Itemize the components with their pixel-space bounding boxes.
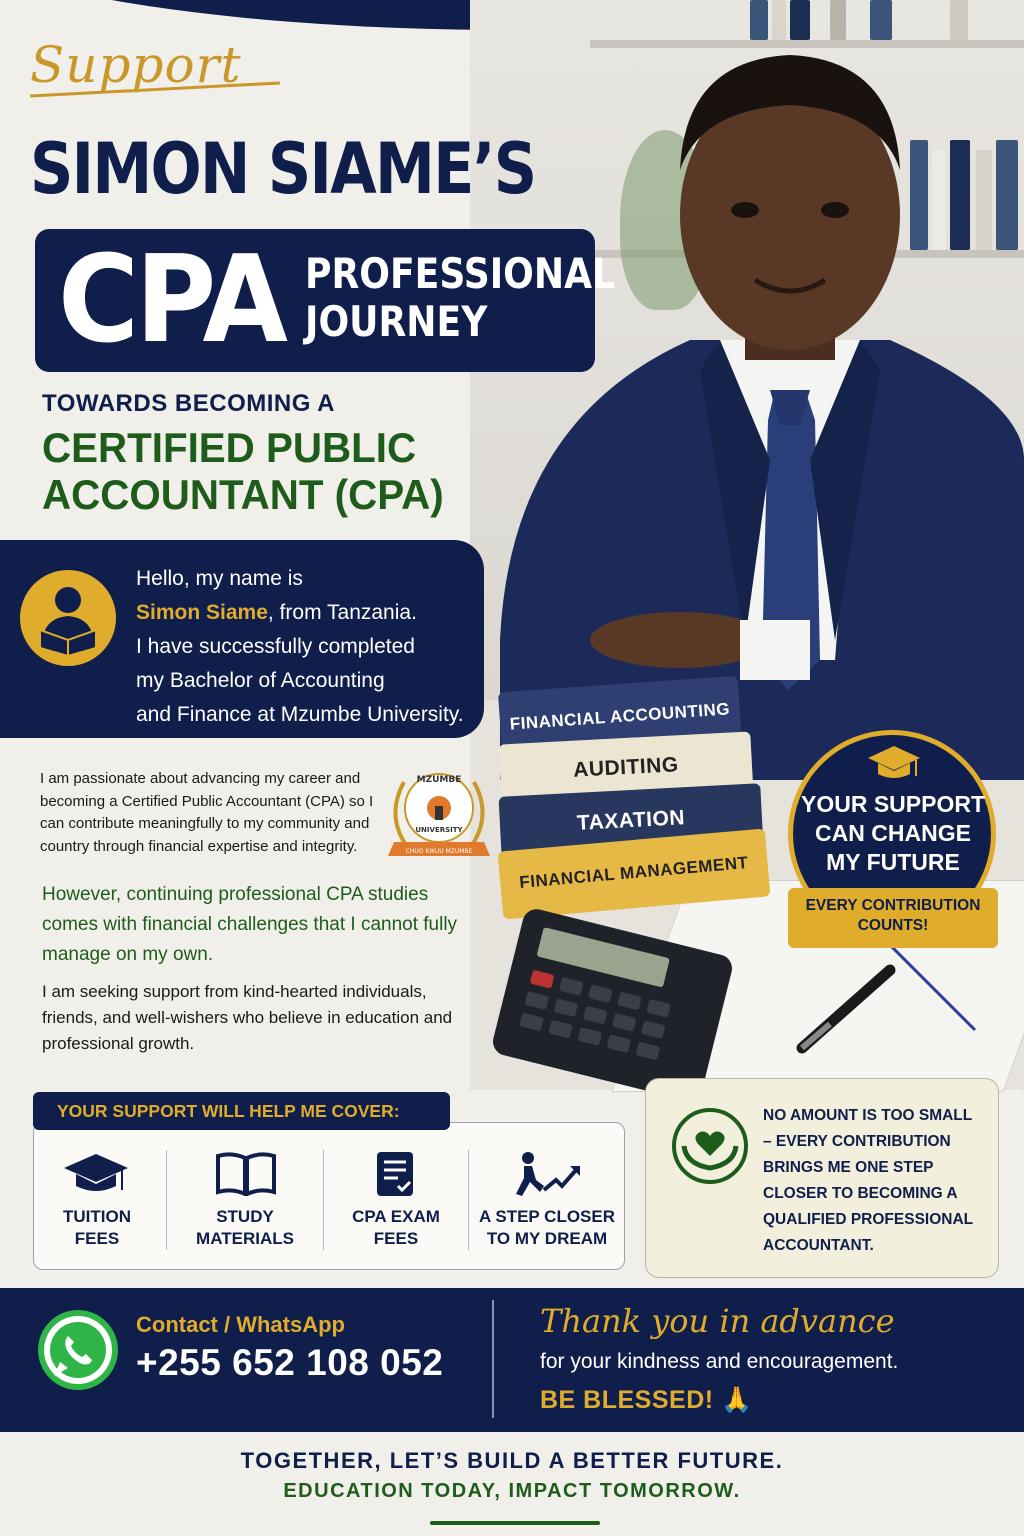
heart-in-hands-icon xyxy=(670,1106,750,1186)
divider xyxy=(323,1150,324,1250)
intro-from: , from Tanzania. xyxy=(267,601,417,624)
phone-number[interactable]: +255 652 108 052 xyxy=(136,1342,444,1383)
cover-item-study xyxy=(186,1206,304,1250)
certified-line-1: CERTIFIED PUBLIC xyxy=(42,424,417,471)
book-financial-management: FINANCIAL MANAGEMENT xyxy=(498,828,771,919)
document-icon xyxy=(374,1150,418,1200)
cover-item-line: A STEP CLOSER xyxy=(478,1207,616,1226)
professional-line: PROFESSIONAL xyxy=(305,249,616,298)
badge-line: MY FUTURE xyxy=(826,849,960,875)
badge-line: YOUR SUPPORT xyxy=(800,791,986,817)
intro-name: Simon Siame xyxy=(136,601,268,624)
cover-item-dream xyxy=(478,1206,616,1250)
badge-ribbon xyxy=(788,888,998,948)
towards-text: TOWARDS BECOMING A xyxy=(42,390,336,417)
svg-text:MZUMBE: MZUMBE xyxy=(416,775,462,785)
cpa-title: CPA xyxy=(58,231,285,370)
passion-paragraph: I am passionate about advancing my career and becoming a Certified Public Accountant (CPA) so I can contribute meaningfully to my community and country through financial expertise and integrity. xyxy=(40,770,374,855)
badge-line: CAN CHANGE xyxy=(815,820,971,846)
book-auditing: AUDITING xyxy=(499,731,754,806)
divider xyxy=(468,1150,469,1250)
ribbon-line: EVERY CONTRIBUTION xyxy=(805,897,981,914)
student-reading-icon xyxy=(20,570,116,666)
cover-item-line: FEES xyxy=(373,1229,419,1248)
graduation-cap-icon xyxy=(62,1150,130,1196)
svg-text:CHUO KIKUU MZUMBE: CHUO KIKUU MZUMBE xyxy=(405,848,473,855)
certified-heading xyxy=(42,424,444,518)
svg-text:UNIVERSITY: UNIVERSITY xyxy=(415,826,463,834)
book-taxation: TAXATION xyxy=(499,783,764,861)
title-name: SIMON SIAME’S xyxy=(30,128,536,210)
no-amount-line: ACCOUNTANT. xyxy=(763,1237,874,1254)
cover-item-tuition xyxy=(42,1206,152,1250)
no-amount-line: – EVERY CONTRIBUTION xyxy=(763,1133,951,1150)
graduation-cap-icon xyxy=(866,742,922,782)
cover-item-line: STUDY xyxy=(216,1207,274,1226)
cover-item-line: TUITION xyxy=(63,1207,131,1226)
mzumbe-university-logo xyxy=(386,760,492,868)
cover-item-line: TO MY DREAM xyxy=(486,1229,608,1248)
challenge-paragraph: However, continuing professional CPA studies comes with financial challenges that I cannot fully manage on my own. xyxy=(42,884,458,965)
badge-text xyxy=(800,790,986,877)
support-script-heading: Support xyxy=(30,36,242,94)
no-amount-line: BRINGS ME ONE STEP xyxy=(763,1159,934,1176)
whatsapp-icon[interactable] xyxy=(38,1310,118,1390)
no-amount-line: NO AMOUNT IS TOO SMALL xyxy=(763,1107,973,1124)
cover-label: YOUR SUPPORT WILL HELP ME COVER: xyxy=(33,1092,450,1130)
be-blessed: BE BLESSED! 🙏 xyxy=(540,1386,753,1414)
intro-line: Hello, my name is xyxy=(136,567,303,590)
seeking-paragraph: I am seeking support from kind-hearted individuals, friends, and well-wishers who believe in education and professional growth. xyxy=(42,982,453,1053)
bottom-underline xyxy=(430,1521,600,1525)
intro-line: my Bachelor of Accounting xyxy=(136,669,385,692)
cover-item-line: CPA EXAM xyxy=(352,1207,440,1226)
journey-line: JOURNEY xyxy=(305,297,488,346)
open-book-icon xyxy=(214,1150,278,1196)
intro-line: and Finance at Mzumbe University. xyxy=(136,703,464,726)
slogan-together: TOGETHER, LET’S BUILD A BETTER FUTURE. xyxy=(240,1448,784,1473)
contact-label: Contact / WhatsApp xyxy=(136,1312,345,1337)
climbing-arrow-icon xyxy=(514,1150,584,1200)
professional-journey xyxy=(305,250,615,346)
intro-text xyxy=(136,562,486,732)
person-photo xyxy=(470,40,1024,780)
divider xyxy=(166,1150,167,1250)
book-financial-accounting: FINANCIAL ACCOUNTING xyxy=(498,676,742,761)
intro-line xyxy=(136,596,486,630)
kindness-text: for your kindness and encouragement. xyxy=(540,1350,899,1373)
cover-item-line: FEES xyxy=(74,1229,120,1248)
no-amount-text xyxy=(763,1103,988,1259)
cover-item-exam xyxy=(340,1206,452,1250)
footer-divider xyxy=(492,1300,494,1418)
no-amount-line: QUALIFIED PROFESSIONAL xyxy=(763,1211,974,1228)
slogan-education: EDUCATION TODAY, IMPACT TOMORROW. xyxy=(283,1480,741,1502)
ribbon-line: COUNTS! xyxy=(857,917,929,934)
intro-line: I have successfully completed xyxy=(136,635,415,658)
cover-item-line: MATERIALS xyxy=(196,1229,294,1248)
thank-you-script: Thank you in advance xyxy=(540,1302,895,1340)
certified-line-2: ACCOUNTANT (CPA) xyxy=(42,471,444,518)
no-amount-line: CLOSER TO BECOMING A xyxy=(763,1185,958,1202)
